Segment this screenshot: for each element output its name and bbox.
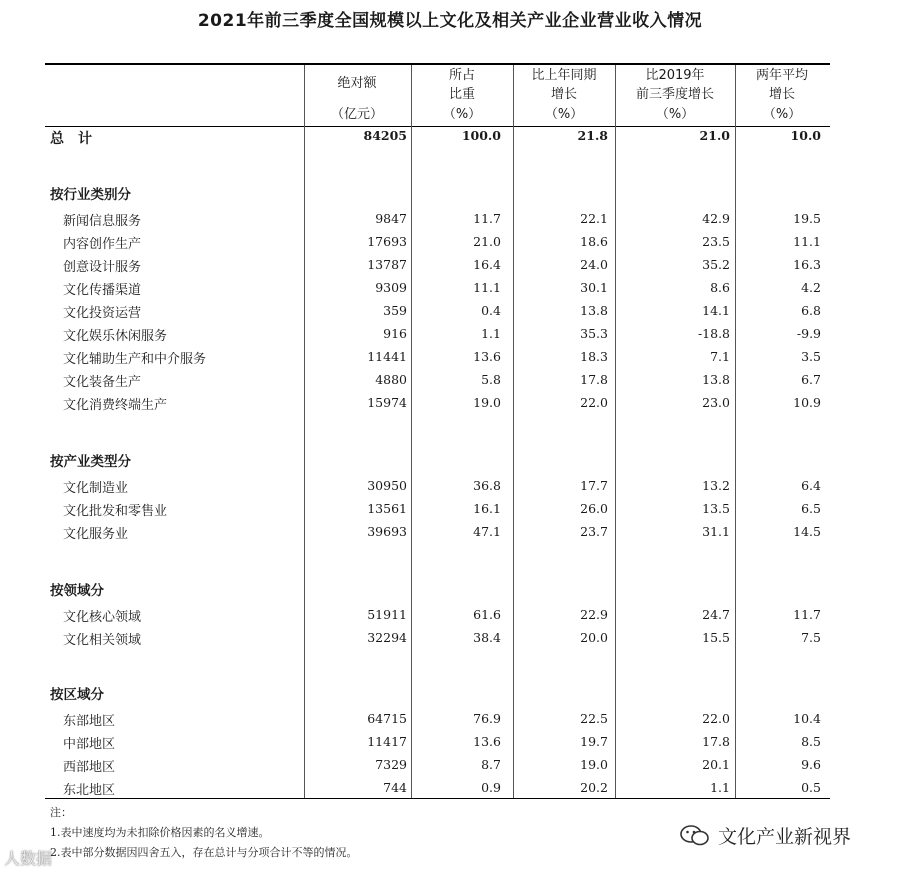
column-header-line: 比2019年 xyxy=(645,68,705,83)
table-cell: 14.1 xyxy=(702,303,730,318)
table-row-label: 中部地区 xyxy=(63,737,116,752)
table-cell: 32294 xyxy=(367,630,407,645)
table-cell: 8.5 xyxy=(801,734,821,749)
table-row-label: 文化辅助生产和中介服务 xyxy=(63,352,207,367)
watermark-right-text: 文化产业新视界 xyxy=(718,826,852,848)
table-cell: 15.5 xyxy=(702,630,730,645)
table-cell: 0.9 xyxy=(481,780,501,795)
table-cell: 6.5 xyxy=(801,501,821,516)
table-cell: 4880 xyxy=(375,372,407,387)
column-header-line: （%） xyxy=(442,107,482,122)
table-cell: 30.1 xyxy=(580,280,608,295)
table-cell: 0.4 xyxy=(481,303,501,318)
table-row-label: 文化投资运营 xyxy=(63,306,142,321)
table-cell: 13561 xyxy=(367,501,407,516)
table-cell: 24.0 xyxy=(580,257,608,272)
table-cell: 16.1 xyxy=(473,501,501,516)
table-top-rule xyxy=(45,63,830,65)
note-item-1: 1.表中速度均为未扣除价格因素的名义增速。 xyxy=(50,826,270,839)
column-header-line: （%） xyxy=(655,107,695,122)
data-table xyxy=(45,63,830,803)
table-cell: 9.6 xyxy=(801,757,821,772)
table-cell: 19.0 xyxy=(580,757,608,772)
table-cell: 6.8 xyxy=(801,303,821,318)
table-cell: 23.0 xyxy=(702,395,730,410)
column-divider xyxy=(735,65,736,798)
table-cell: 11.7 xyxy=(473,211,501,226)
column-header-line: 增长 xyxy=(550,87,577,102)
table-cell: 359 xyxy=(383,303,407,318)
table-cell: 22.1 xyxy=(580,211,608,226)
table-cell: 17.8 xyxy=(702,734,730,749)
table-cell: 64715 xyxy=(367,711,407,726)
table-cell: 23.7 xyxy=(580,524,608,539)
table-cell: 16.4 xyxy=(473,257,501,272)
table-row-label: 文化相关领域 xyxy=(63,633,142,648)
table-cell: 11.1 xyxy=(793,234,821,249)
table-row-label: 文化装备生产 xyxy=(63,375,142,390)
table-cell: 19.5 xyxy=(793,211,821,226)
table-cell: 0.5 xyxy=(801,780,821,795)
table-cell: 22.5 xyxy=(580,711,608,726)
table-row-label: 文化娱乐休闲服务 xyxy=(63,329,168,344)
table-cell: 51911 xyxy=(367,607,407,622)
table-cell: 11.7 xyxy=(793,607,821,622)
table-cell: 26.0 xyxy=(580,501,608,516)
table-cell: -18.8 xyxy=(697,326,730,341)
total-value: 21.0 xyxy=(699,128,730,143)
column-header-line: 比上年同期 xyxy=(531,68,597,83)
table-cell: 1.1 xyxy=(481,326,501,341)
table-cell: 9309 xyxy=(375,280,407,295)
table-cell: 10.4 xyxy=(793,711,821,726)
table-cell: 14.5 xyxy=(793,524,821,539)
table-row-label: 文化传播渠道 xyxy=(63,283,142,298)
table-cell: 8.6 xyxy=(710,280,730,295)
table-cell: 13.8 xyxy=(702,372,730,387)
column-divider xyxy=(411,65,412,798)
table-cell: 8.7 xyxy=(481,757,501,772)
table-cell: 19.7 xyxy=(580,734,608,749)
section-title: 按行业类别分 xyxy=(50,187,131,203)
table-row-label: 文化批发和零售业 xyxy=(63,504,168,519)
table-cell: 38.4 xyxy=(473,630,501,645)
total-label: 总 计 xyxy=(50,131,92,147)
table-cell: 13.6 xyxy=(473,734,501,749)
table-cell: 6.7 xyxy=(801,372,821,387)
section-title: 按区域分 xyxy=(50,687,104,703)
table-cell: 23.5 xyxy=(702,234,730,249)
column-header-line: （%） xyxy=(762,107,802,122)
table-cell: 24.7 xyxy=(702,607,730,622)
table-cell: 36.8 xyxy=(473,478,501,493)
table-cell: 916 xyxy=(383,326,407,341)
table-cell: 13.8 xyxy=(580,303,608,318)
table-cell: 22.0 xyxy=(580,395,608,410)
table-cell: 13.5 xyxy=(702,501,730,516)
table-cell: 10.9 xyxy=(793,395,821,410)
table-cell: 11417 xyxy=(367,734,407,749)
table-cell: 18.6 xyxy=(580,234,608,249)
column-divider xyxy=(304,65,305,798)
table-cell: 3.5 xyxy=(801,349,821,364)
column-header-line: （亿元） xyxy=(330,107,383,122)
table-cell: -9.9 xyxy=(796,326,821,341)
column-header-line: （%） xyxy=(544,107,584,122)
table-cell: 16.3 xyxy=(793,257,821,272)
table-cell: 42.9 xyxy=(702,211,730,226)
table-cell: 9847 xyxy=(375,211,407,226)
table-cell: 744 xyxy=(383,780,407,795)
table-cell: 19.0 xyxy=(473,395,501,410)
table-cell: 18.3 xyxy=(580,349,608,364)
column-header-line: 前三季度增长 xyxy=(635,87,714,102)
table-cell: 47.1 xyxy=(473,524,501,539)
table-row-label: 西部地区 xyxy=(63,760,116,775)
table-row-label: 文化核心领域 xyxy=(63,610,142,625)
table-cell: 17.7 xyxy=(580,478,608,493)
table-cell: 20.2 xyxy=(580,780,608,795)
table-row-label: 文化消费终端生产 xyxy=(63,398,168,413)
table-cell: 39693 xyxy=(367,524,407,539)
table-cell: 76.9 xyxy=(473,711,501,726)
column-header-line: 比重 xyxy=(448,87,475,102)
table-row-label: 文化服务业 xyxy=(63,527,129,542)
table-cell: 61.6 xyxy=(473,607,501,622)
total-value: 84205 xyxy=(363,128,407,143)
table-cell: 13.2 xyxy=(702,478,730,493)
table-cell: 20.1 xyxy=(702,757,730,772)
watermark-left: 人数据 xyxy=(4,849,53,868)
table-cell: 7329 xyxy=(375,757,407,772)
header-rule xyxy=(45,126,830,127)
total-value: 10.0 xyxy=(790,128,821,143)
table-cell: 31.1 xyxy=(702,524,730,539)
column-header-line: 绝对额 xyxy=(337,76,377,91)
table-row-label: 新闻信息服务 xyxy=(63,214,142,229)
table-cell: 17.8 xyxy=(580,372,608,387)
column-divider xyxy=(513,65,514,798)
table-cell: 11.1 xyxy=(473,280,501,295)
total-value: 21.8 xyxy=(577,128,608,143)
table-row-label: 文化制造业 xyxy=(63,481,129,496)
table-cell: 1.1 xyxy=(710,780,730,795)
note-item-2: 2.表中部分数据因四舍五入，存在总计与分项合计不等的情况。 xyxy=(50,846,358,859)
table-cell: 22.9 xyxy=(580,607,608,622)
column-divider xyxy=(615,65,616,798)
table-cell: 6.4 xyxy=(801,478,821,493)
watermark-right xyxy=(680,822,851,849)
column-header-line: 所占 xyxy=(448,68,475,83)
table-cell: 22.0 xyxy=(702,711,730,726)
table-row-label: 东北地区 xyxy=(63,783,116,798)
section-title: 按产业类型分 xyxy=(50,454,131,470)
table-cell: 35.3 xyxy=(580,326,608,341)
table-cell: 4.2 xyxy=(801,280,821,295)
table-row-label: 东部地区 xyxy=(63,714,116,729)
table-row-label: 创意设计服务 xyxy=(63,260,142,275)
total-value: 100.0 xyxy=(461,128,501,143)
table-cell: 13787 xyxy=(367,257,407,272)
table-cell: 5.8 xyxy=(481,372,501,387)
note-label: 注： xyxy=(50,806,72,819)
table-cell: 7.5 xyxy=(801,630,821,645)
page-title: 2021年前三季度全国规模以上文化及相关产业企业营业收入情况 xyxy=(197,11,703,31)
table-cell: 13.6 xyxy=(473,349,501,364)
table-cell: 17693 xyxy=(367,234,407,249)
table-cell: 11441 xyxy=(367,349,407,364)
table-cell: 15974 xyxy=(367,395,407,410)
column-header-line: 增长 xyxy=(768,87,795,102)
table-bottom-rule xyxy=(45,798,830,799)
table-cell: 7.1 xyxy=(710,349,730,364)
table-cell: 30950 xyxy=(367,478,407,493)
table-cell: 21.0 xyxy=(473,234,501,249)
table-cell: 20.0 xyxy=(580,630,608,645)
column-header-line: 两年平均 xyxy=(755,68,808,83)
wechat-icon xyxy=(680,824,710,848)
table-cell: 35.2 xyxy=(702,257,730,272)
table-row-label: 内容创作生产 xyxy=(63,237,142,252)
section-title: 按领域分 xyxy=(50,583,104,599)
